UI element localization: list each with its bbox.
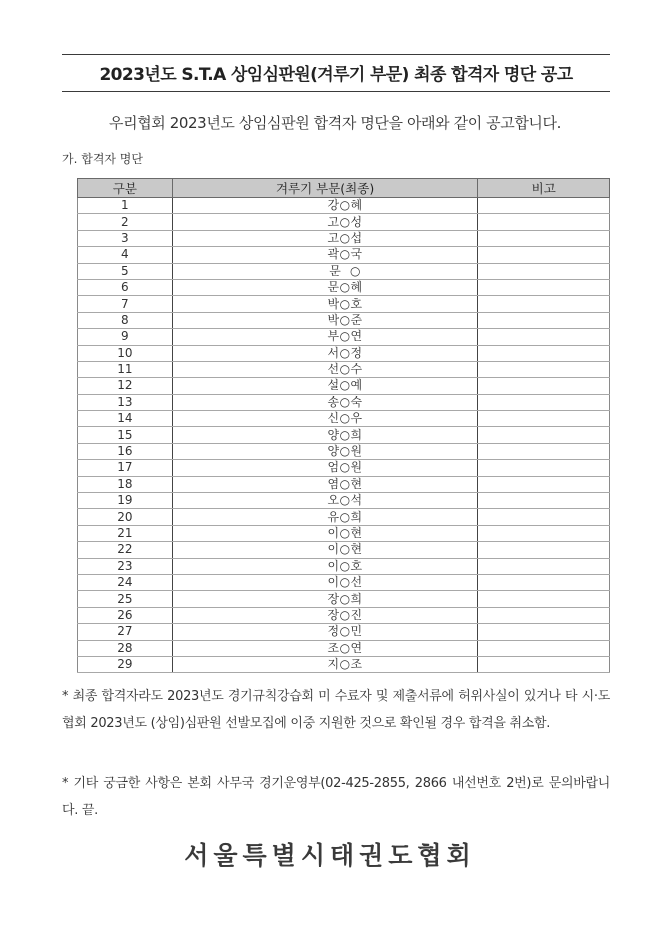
row-note	[478, 607, 610, 623]
table-row	[78, 312, 610, 328]
row-number: 14	[78, 411, 173, 427]
table-row	[78, 411, 610, 427]
header-note: 비고	[478, 179, 610, 198]
row-note	[478, 312, 610, 328]
row-name-cell	[172, 640, 478, 656]
row-number: 12	[78, 378, 173, 394]
row-note	[478, 493, 610, 509]
row-number: 17	[78, 460, 173, 476]
row-note	[478, 640, 610, 656]
candidate-name: 지○조	[327, 657, 363, 672]
candidate-name: 박○준	[327, 312, 363, 327]
table-row	[78, 542, 610, 558]
row-note	[478, 345, 610, 361]
intro-text: 우리협회 2023년도 상임심판원 합격자 명단을 아래와 같이 공고합니다.	[109, 114, 561, 132]
document-title: 2023년도 S.T.A 상임심판원(겨루기 부문) 최종 합격자 명단 공고	[99, 65, 573, 85]
row-name-cell	[172, 345, 478, 361]
candidate-name: 이○현	[327, 526, 363, 540]
row-note	[478, 411, 610, 427]
candidate-name: 문○혜	[327, 280, 363, 295]
table-row	[78, 198, 610, 214]
row-name-cell	[172, 263, 478, 279]
row-name-cell	[172, 230, 478, 246]
candidate-name: 박○호	[327, 296, 363, 311]
row-number: 21	[78, 525, 173, 541]
row-name-cell	[172, 279, 478, 295]
row-number: 19	[78, 493, 173, 509]
candidate-name: 유○희	[327, 509, 363, 524]
table-row	[78, 394, 610, 410]
table-row	[78, 427, 610, 443]
candidate-name: 곽○국	[327, 247, 363, 262]
row-note	[478, 279, 610, 295]
roster-table	[77, 178, 610, 673]
table-row	[78, 247, 610, 263]
candidate-name: 장○진	[327, 607, 363, 622]
row-number: 3	[78, 230, 173, 246]
table-header-row	[78, 179, 610, 198]
table-row	[78, 640, 610, 656]
row-note	[478, 591, 610, 607]
row-note	[478, 394, 610, 410]
row-note	[478, 624, 610, 640]
candidate-name: 설○예	[327, 378, 363, 393]
candidate-name: 이○선	[327, 575, 363, 590]
table-row	[78, 591, 610, 607]
table-row	[78, 296, 610, 312]
title-top-rule	[62, 54, 610, 55]
row-note	[478, 460, 610, 476]
row-number: 20	[78, 509, 173, 525]
row-number: 22	[78, 542, 173, 558]
row-name-cell	[172, 558, 478, 574]
row-note	[478, 443, 610, 459]
row-note	[478, 247, 610, 263]
row-number: 4	[78, 247, 173, 263]
row-note	[478, 198, 610, 214]
row-number: 27	[78, 624, 173, 640]
row-note	[478, 656, 610, 672]
row-name-cell	[172, 411, 478, 427]
row-note	[478, 542, 610, 558]
candidate-name: 염○현	[327, 476, 363, 491]
row-number: 1	[78, 198, 173, 214]
candidate-name: 이○현	[327, 542, 363, 557]
header-no: 구분	[78, 179, 173, 198]
table-row	[78, 460, 610, 476]
row-name-cell	[172, 476, 478, 492]
table-row	[78, 263, 610, 279]
row-name-cell	[172, 460, 478, 476]
candidate-name: 송○숙	[327, 394, 363, 409]
table-row	[78, 493, 610, 509]
row-number: 9	[78, 329, 173, 345]
row-number: 6	[78, 279, 173, 295]
row-number: 26	[78, 607, 173, 623]
row-name-cell	[172, 591, 478, 607]
candidate-name: 장○희	[327, 591, 363, 606]
table-row	[78, 558, 610, 574]
table-row	[78, 624, 610, 640]
table-row	[78, 443, 610, 459]
row-name-cell	[172, 214, 478, 230]
row-number: 28	[78, 640, 173, 656]
row-note	[478, 263, 610, 279]
row-note	[478, 378, 610, 394]
row-number: 10	[78, 345, 173, 361]
candidate-name: 신○우	[327, 411, 363, 426]
row-number: 15	[78, 427, 173, 443]
row-note	[478, 296, 610, 312]
candidate-name: 선○수	[327, 362, 363, 377]
row-name-cell	[172, 296, 478, 312]
candidate-name: 서○정	[327, 345, 363, 360]
row-note	[478, 525, 610, 541]
organization-name: 서울특별시태권도협회	[184, 841, 476, 870]
row-name-cell	[172, 607, 478, 623]
candidate-name: 고○섭	[327, 230, 363, 245]
candidate-name: 오○석	[327, 493, 363, 508]
row-note	[478, 476, 610, 492]
table-row	[78, 509, 610, 525]
table-row	[78, 656, 610, 672]
row-number: 16	[78, 443, 173, 459]
candidate-name: 양○희	[327, 427, 363, 442]
row-number: 7	[78, 296, 173, 312]
row-name-cell	[172, 443, 478, 459]
candidate-name: 이○호	[327, 558, 363, 573]
roster-body	[78, 198, 610, 673]
row-number: 11	[78, 361, 173, 377]
row-name-cell	[172, 574, 478, 590]
row-name-cell	[172, 378, 478, 394]
table-row	[78, 378, 610, 394]
table-row	[78, 214, 610, 230]
candidate-name: 문 ○	[329, 263, 361, 278]
row-number: 5	[78, 263, 173, 279]
row-note	[478, 509, 610, 525]
note-contact: * 기타 궁금한 사항은 본회 사무국 경기운영부(02-425-2855, 2866 내선번호 2번)로 문의바랍니다. 끝.	[62, 776, 610, 818]
table-row	[78, 525, 610, 541]
candidate-name: 정○민	[327, 624, 363, 639]
row-note	[478, 214, 610, 230]
candidate-name: 엄○원	[327, 460, 363, 475]
row-number: 29	[78, 656, 173, 672]
row-note	[478, 558, 610, 574]
row-name-cell	[172, 509, 478, 525]
table-row	[78, 607, 610, 623]
row-name-cell	[172, 427, 478, 443]
row-number: 18	[78, 476, 173, 492]
row-note	[478, 361, 610, 377]
row-note	[478, 427, 610, 443]
row-number: 2	[78, 214, 173, 230]
row-number: 25	[78, 591, 173, 607]
row-number: 13	[78, 394, 173, 410]
title-bottom-rule	[62, 91, 610, 92]
row-name-cell	[172, 247, 478, 263]
row-name-cell	[172, 525, 478, 541]
candidate-name: 양○원	[327, 444, 363, 459]
row-name-cell	[172, 198, 478, 214]
candidate-name: 고○성	[327, 214, 363, 229]
row-name-cell	[172, 361, 478, 377]
row-note	[478, 230, 610, 246]
section-label: 가. 합격자 명단	[62, 152, 143, 166]
row-note	[478, 574, 610, 590]
row-name-cell	[172, 329, 478, 345]
row-note	[478, 329, 610, 345]
row-number: 23	[78, 558, 173, 574]
table-row	[78, 574, 610, 590]
row-number: 8	[78, 312, 173, 328]
row-name-cell	[172, 542, 478, 558]
row-name-cell	[172, 656, 478, 672]
table-row	[78, 230, 610, 246]
note-cancellation: * 최종 합격자라도 2023년도 경기규칙강습회 미 수료자 및 제출서류에 허위사실이 있거나 타 시·도 협회 2023년도 (상임)심판원 선발모집에 이중 지원한 것으로 확인될 경우 합격을 취소함.	[62, 689, 610, 731]
header-name: 겨루기 부문(최종)	[172, 179, 478, 198]
row-name-cell	[172, 394, 478, 410]
table-row	[78, 345, 610, 361]
candidate-name: 강○혜	[327, 198, 363, 213]
candidate-name: 조○연	[327, 640, 363, 655]
row-name-cell	[172, 624, 478, 640]
table-row	[78, 329, 610, 345]
row-name-cell	[172, 493, 478, 509]
row-number: 24	[78, 574, 173, 590]
table-row	[78, 476, 610, 492]
row-name-cell	[172, 312, 478, 328]
candidate-name: 부○연	[327, 329, 363, 344]
table-row	[78, 361, 610, 377]
table-row	[78, 279, 610, 295]
